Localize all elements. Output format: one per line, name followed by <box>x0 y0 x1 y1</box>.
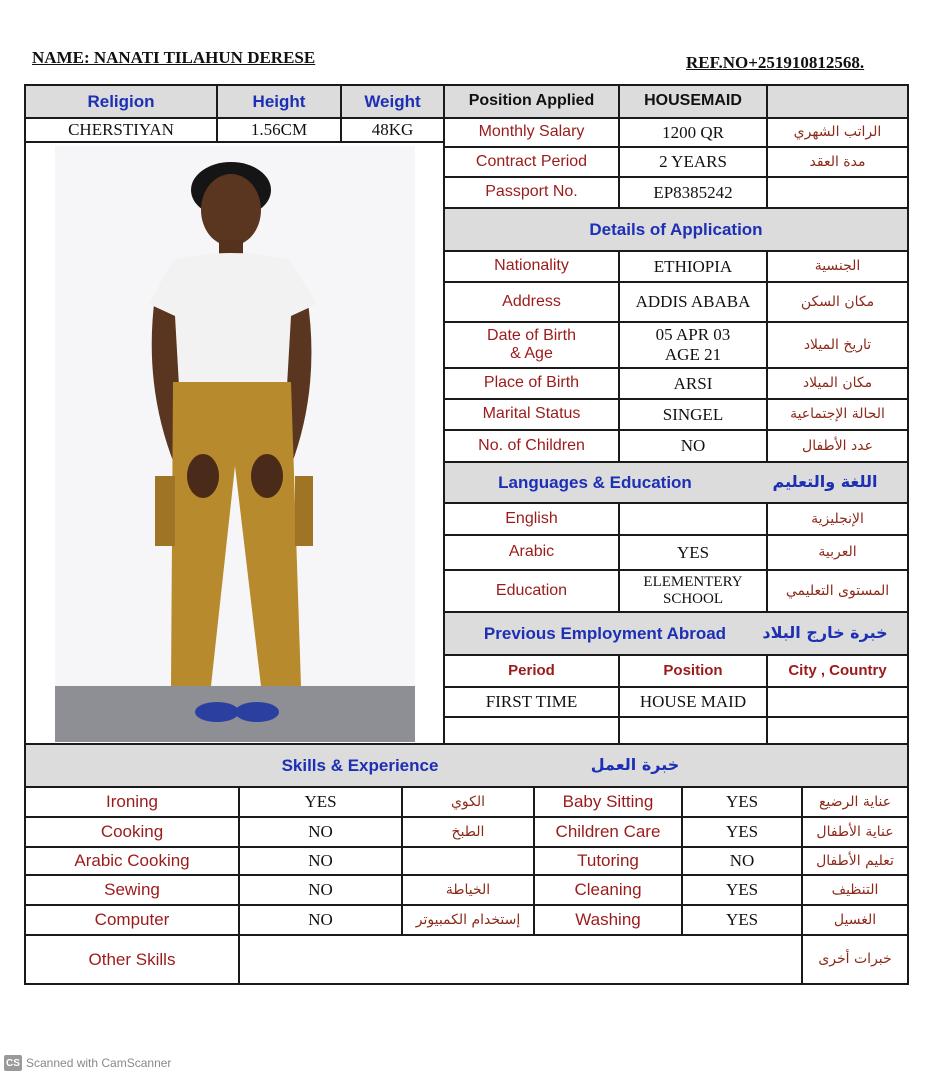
skill-left-val-3: NO <box>308 880 333 900</box>
address-value: ADDIS ABABA <box>635 292 751 312</box>
skill-left-val-2: NO <box>308 851 333 871</box>
arabic-label: Arabic <box>508 543 555 561</box>
skill-left-val-4: NO <box>308 910 333 930</box>
passport-value: EP8385242 <box>653 182 733 202</box>
nationality-arabic: الجنسية <box>814 258 861 275</box>
arabic-arabic: العربية <box>818 544 857 561</box>
skill-left-2: Arabic Cooking <box>74 851 190 871</box>
skill-left-ar-2 <box>403 848 533 874</box>
camscanner-icon: CS <box>4 1055 22 1071</box>
skill-left-val-0: YES <box>304 792 337 812</box>
languages-title-arabic: اللغة والتعليم <box>772 472 878 492</box>
candidate-photo <box>55 146 415 742</box>
skill-right-val-0: YES <box>725 792 759 812</box>
education-label: Education <box>495 581 568 599</box>
skill-left-val-1: NO <box>308 822 333 842</box>
scanner-watermark <box>4 1055 171 1071</box>
skill-right-ar-0: عناية الرضيع <box>818 793 892 810</box>
arabic-value: YES <box>676 542 710 562</box>
weight-label: Weight <box>364 91 421 111</box>
employment-title: Previous Employment Abroad <box>483 623 727 643</box>
other-skills-arabic: خبرات أخرى <box>818 951 892 968</box>
other-skills-value <box>240 936 801 983</box>
children-label: No. of Children <box>478 436 585 454</box>
reference-number: REF.NO+251910812568. <box>686 53 865 72</box>
education-value: ELEMENTERY SCHOOL <box>643 573 743 607</box>
skill-right-val-4: YES <box>725 910 759 930</box>
marital-status-arabic: الحالة الإجتماعية <box>790 406 885 423</box>
details-title: Details of Application <box>589 219 763 239</box>
skill-left-0: Ironing <box>106 792 158 812</box>
address-label: Address <box>502 292 561 310</box>
skill-right-ar-3: التنظيف <box>831 881 879 898</box>
dob-label: Date of Birth & Age <box>487 326 576 362</box>
monthly-salary-arabic: الراتب الشهري <box>793 124 882 141</box>
marital-status-label: Marital Status <box>482 405 581 423</box>
contract-period-arabic: مدة العقد <box>809 153 866 170</box>
skill-left-4: Computer <box>94 910 170 930</box>
employment-position: HOUSE MAID <box>639 692 747 712</box>
religion-value: CHERSTIYAN <box>68 120 174 140</box>
skill-left-ar-4: إستخدام الكمبيوتر <box>415 911 521 928</box>
skills-title-arabic: خبرة العمل <box>590 755 680 775</box>
position-applied-label: Position Applied <box>468 92 595 110</box>
passport-label: Passport No. <box>485 183 578 201</box>
height-value: 1.56CM <box>250 120 308 140</box>
languages-title: Languages & Education <box>498 472 692 492</box>
employment-city <box>768 688 907 716</box>
children-value: NO <box>680 436 706 456</box>
employment-title-arabic: خبرة خارج البلاد <box>762 623 888 643</box>
children-arabic: عدد الأطفال <box>802 437 873 454</box>
candidate-name: NAME: NANATI TILAHUN DERESE <box>32 48 316 67</box>
pob-arabic: مكان الميلاد <box>802 375 873 392</box>
skills-title: Skills & Experience <box>281 755 439 775</box>
skill-right-val-1: YES <box>725 822 759 842</box>
skill-right-0: Baby Sitting <box>562 792 654 812</box>
height-label: Height <box>252 91 306 111</box>
english-label: English <box>505 509 558 527</box>
address-arabic: مكان السكن <box>800 293 875 310</box>
skill-right-3: Cleaning <box>574 880 642 900</box>
religion-label: Religion <box>87 91 155 111</box>
employment-col-city: City , Country <box>788 662 887 680</box>
english-arabic: الإنجليزية <box>811 510 864 527</box>
skill-right-ar-2: تعليم الأطفال <box>816 852 894 869</box>
other-skills-label: Other Skills <box>88 949 176 969</box>
skill-left-3: Sewing <box>104 880 160 900</box>
nationality-label: Nationality <box>494 257 569 275</box>
english-value <box>620 504 766 534</box>
marital-status-value: SINGEL <box>662 404 724 424</box>
monthly-salary-label: Monthly Salary <box>478 123 585 141</box>
monthly-salary-value: 1200 QR <box>662 122 724 142</box>
scanner-watermark-text: Scanned with CamScanner <box>26 1056 172 1070</box>
skill-left-1: Cooking <box>100 822 164 842</box>
skill-right-2: Tutoring <box>577 851 639 871</box>
skill-left-ar-3: الخياطة <box>445 881 491 898</box>
pob-value: ARSI <box>673 373 713 393</box>
skill-right-val-3: YES <box>725 880 759 900</box>
nationality-value: ETHIOPIA <box>653 256 733 276</box>
employment-col-period: Period <box>508 662 555 680</box>
skill-right-1: Children Care <box>555 822 661 842</box>
skill-left-ar-1: الطبخ <box>451 823 485 840</box>
position-applied-value: HOUSEMAID <box>644 92 742 110</box>
skill-right-ar-1: عناية الأطفال <box>816 823 894 840</box>
dob-value: 05 APR 03 AGE 21 <box>655 325 731 364</box>
pob-label: Place of Birth <box>483 374 580 392</box>
employment-col-position: Position <box>663 662 723 680</box>
weight-value: 48KG <box>371 120 414 140</box>
contract-period-label: Contract Period <box>475 152 588 170</box>
skill-right-val-2: NO <box>729 851 755 871</box>
dob-arabic: تاريخ الميلاد <box>803 336 872 353</box>
contract-period-value: 2 YEARS <box>659 152 727 172</box>
skill-left-ar-0: الكوي <box>450 793 486 810</box>
skill-right-4: Washing <box>575 910 641 930</box>
education-arabic: المستوى التعليمي <box>785 582 890 599</box>
skill-right-ar-4: الغسيل <box>833 911 877 928</box>
employment-period: FIRST TIME <box>485 692 578 712</box>
